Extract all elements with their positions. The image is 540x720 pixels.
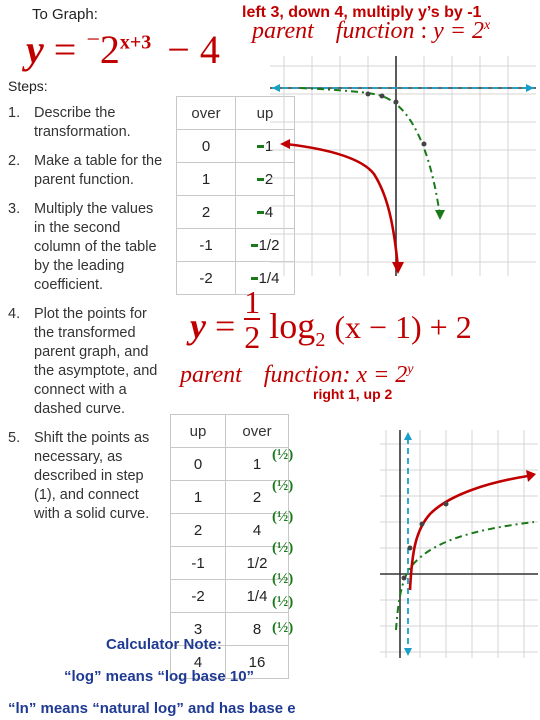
- exponential-graph: [270, 56, 536, 276]
- parent-eq-2: : x = 2: [342, 362, 408, 388]
- table-cell: 0: [177, 130, 236, 163]
- parent-eq-1: y = 2: [433, 18, 484, 44]
- main-eq-equals: =: [53, 27, 87, 72]
- table-cell: 4: [226, 514, 289, 547]
- step-text: Shift the points as necessary, as described in step (1), and connect with a solid curve.: [34, 430, 150, 522]
- fraction-denominator: 2: [244, 319, 261, 355]
- table-cell: 1: [226, 448, 289, 481]
- step-item: [8, 305, 168, 419]
- table-cell: 8: [226, 613, 289, 646]
- log-eq-equals: =: [214, 306, 236, 347]
- shift-note: right 1, up 2: [313, 386, 393, 402]
- table-cell: 2: [226, 481, 289, 514]
- step-number: 2.: [8, 153, 21, 169]
- main-eq-y: y: [26, 27, 44, 72]
- table-row: [171, 514, 289, 547]
- table-row: [171, 580, 289, 613]
- half-mark: (½): [272, 509, 294, 525]
- table-cell: -2: [177, 262, 236, 295]
- log-note: “log” means “log base 10”: [64, 668, 255, 685]
- function-label-1: function: [335, 18, 415, 44]
- table-cell: 2: [171, 514, 226, 547]
- main-equation: [26, 26, 220, 73]
- graph-point: [420, 522, 425, 527]
- graph-grid: [270, 56, 536, 276]
- table-header: over: [177, 97, 236, 130]
- arrow-left-icon: [280, 139, 290, 149]
- parent-exp-2: y: [407, 362, 414, 377]
- half-mark: (½): [272, 594, 294, 610]
- table-header: over: [226, 415, 289, 448]
- log-base: 2: [315, 329, 326, 352]
- calculator-note-title: Calculator Note:: [106, 636, 222, 653]
- graph-point: [444, 502, 449, 507]
- main-eq-neg: −: [86, 27, 100, 53]
- step-item: [8, 429, 168, 524]
- function-label-2: function: [263, 362, 343, 388]
- fraction: [244, 286, 260, 354]
- half-mark: (½): [272, 571, 294, 587]
- main-eq-tail: − 4: [167, 27, 220, 72]
- arrow-left-icon: [272, 84, 280, 92]
- step-number: 1.: [8, 105, 21, 121]
- table-cell-value: 1/2: [258, 236, 280, 254]
- table-cell: 2: [177, 196, 236, 229]
- minus-mark: [251, 277, 258, 280]
- parent-label-1: parent: [252, 18, 314, 44]
- arrow-down-icon: [435, 210, 445, 220]
- log-text: log: [269, 306, 316, 347]
- arrow-up-icon: [404, 432, 412, 440]
- step-text: Describe the transformation.: [34, 105, 131, 140]
- table-cell-value: 1: [264, 137, 274, 155]
- graph-grid: [380, 430, 538, 658]
- parent-function-2: [180, 362, 414, 389]
- step-item: [8, 152, 168, 190]
- main-eq-exponent: x+3: [119, 31, 152, 54]
- half-mark: (½): [272, 447, 294, 463]
- table-cell: -2: [171, 580, 226, 613]
- table-header-row: [171, 415, 289, 448]
- graph-point: [380, 94, 385, 99]
- table-cell: 3: [171, 613, 226, 646]
- minus-mark: [251, 244, 258, 247]
- main-eq-base: 2: [99, 27, 120, 72]
- parent-exp-1: x: [483, 18, 491, 33]
- half-mark: (½): [272, 620, 294, 636]
- ln-note: “ln” means “natural log” and has base e: [8, 700, 296, 717]
- minus-mark: [257, 178, 264, 181]
- graph-point: [408, 546, 413, 551]
- half-mark: (½): [272, 478, 294, 494]
- table-cell: 1/4: [226, 580, 289, 613]
- arrow-down-icon: [392, 262, 404, 274]
- table-cell-value: 4: [264, 203, 274, 221]
- log-equation: [190, 282, 472, 355]
- step-item: [8, 104, 168, 142]
- steps-label: Steps:: [8, 78, 48, 94]
- minus-mark: [257, 211, 264, 214]
- table-cell: 0: [171, 448, 226, 481]
- graph-point: [402, 576, 407, 581]
- dashed-parent-curve: [300, 88, 440, 216]
- logarithmic-graph: [380, 430, 538, 658]
- table-cell: -1: [171, 547, 226, 580]
- table-cell: 1/2: [226, 547, 289, 580]
- table-cell: -1: [177, 229, 236, 262]
- step-item: [8, 200, 168, 295]
- minus-mark: [257, 145, 264, 148]
- table-header: up: [236, 97, 295, 130]
- step-number: 5.: [8, 430, 21, 446]
- table-cell: 1: [177, 163, 236, 196]
- graph-point: [366, 92, 371, 97]
- table-header: up: [171, 415, 226, 448]
- table-row: [171, 547, 289, 580]
- table-cell: 16: [226, 646, 289, 679]
- table-cell: 1: [171, 481, 226, 514]
- half-mark: (½): [272, 540, 294, 556]
- graph-point: [422, 142, 427, 147]
- step-number: 4.: [8, 306, 21, 322]
- log-eq-y: y: [190, 306, 206, 347]
- log-argument: (x − 1) + 2: [334, 309, 472, 346]
- step-text: Multiply the values in the second column of the table by the leading coefficient.: [34, 201, 157, 293]
- table-row: [171, 448, 289, 481]
- parent-function-1: parent function : $y = 2^x$: [252, 18, 491, 44]
- table-cell: 4: [171, 646, 226, 679]
- fraction-numerator: 1: [244, 284, 261, 320]
- table-cell-value: 2: [264, 170, 274, 188]
- steps-list: [8, 104, 168, 534]
- transform-note: left 3, down 4, multiply y’s by -1: [242, 4, 482, 21]
- table-cell-value: 1/4: [258, 269, 280, 287]
- parent-label-2: parent: [180, 362, 242, 388]
- arrow-right-icon: [526, 470, 536, 482]
- to-graph-label: To Graph:: [32, 6, 98, 23]
- step-text: Plot the points for the transformed parent graph, and the asymptote, and connect with a dashed curve.: [34, 306, 158, 417]
- table-row: [171, 481, 289, 514]
- step-number: 3.: [8, 201, 21, 217]
- arrow-right-icon: [526, 84, 534, 92]
- solid-transformed-curve: [410, 476, 528, 590]
- graph-point: [394, 100, 399, 105]
- step-text: Make a table for the parent function.: [34, 153, 163, 188]
